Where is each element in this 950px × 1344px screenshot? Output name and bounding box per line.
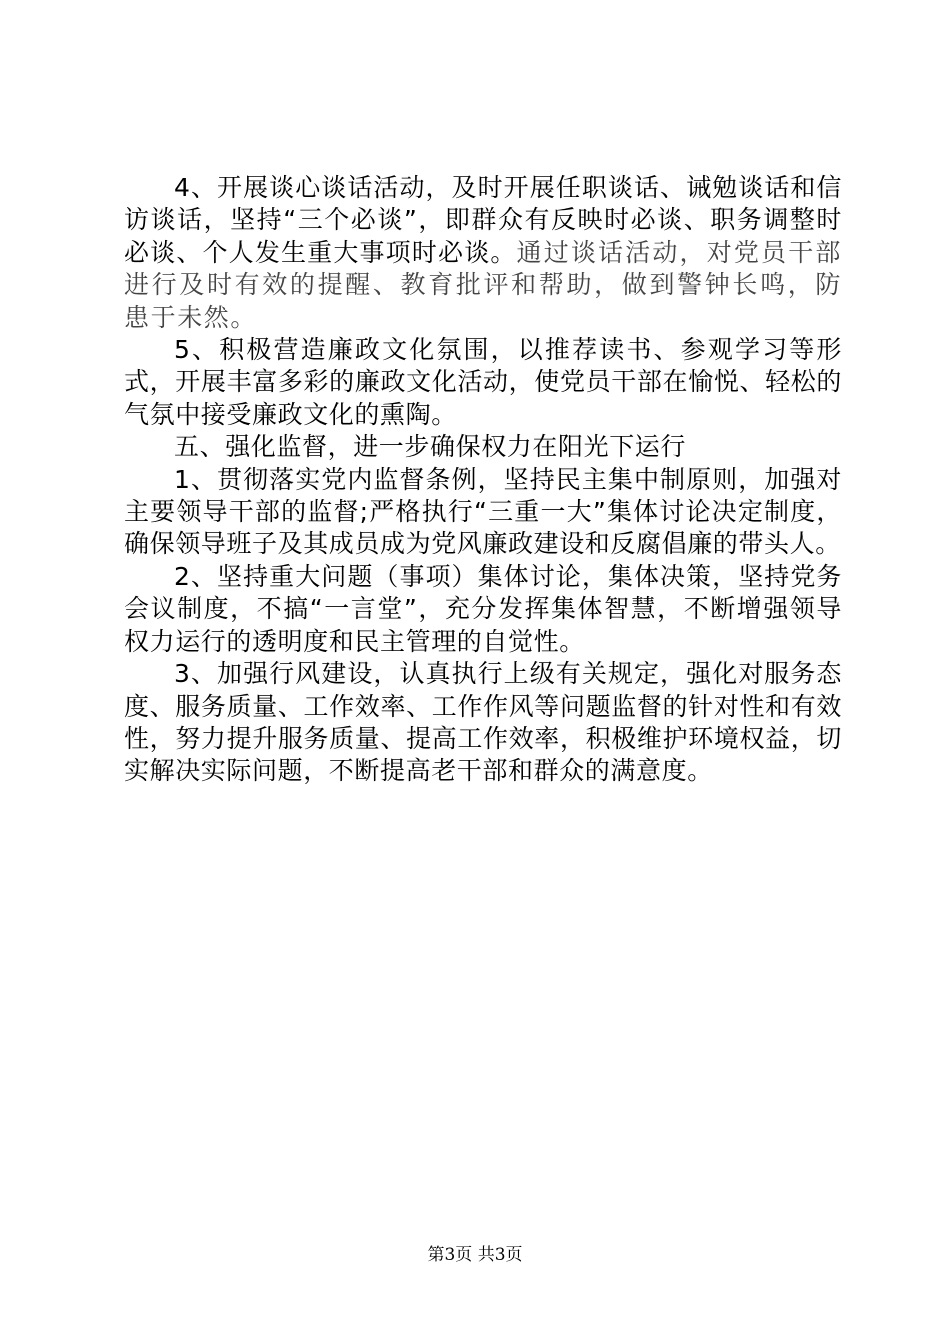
paragraph-talk-activities — [124, 172, 842, 334]
paragraph-text: 5、积极营造廉政文化氛围，以推荐读书、参观学习等形式，开展丰富多彩的廉政文化活动，使党员干部在愉悦、轻松的气氛中接受廉政文化的熏陶。 — [124, 335, 842, 429]
paragraph-text: 1、贯彻落实党内监督条例，坚持民主集中制原则，加强对主要领导干部的监督;严格执行“三重一大”集体讨论决定制度，确保领导班子及其成员成为党风廉政建设和反腐倡廉的带头人。 — [124, 464, 842, 559]
paragraph-light-text: 通过谈话活动，对党员干部进行及时有效的提醒、教育批评和帮助，做到警钟长鸣，防患于未然。 — [124, 237, 842, 332]
paragraph-text: 2、坚持重大问题（事项）集体讨论，集体决策，坚持党务会议制度，不搞“一言堂”，充分发挥集体智慧，不断增强领导权力运行的透明度和民主管理的自觉性。 — [124, 561, 842, 656]
paragraph-party-supervision — [124, 464, 842, 561]
paragraph-text: 4、开展谈心谈话活动，及时开展任职谈话、诫勉谈话和信访谈话，坚持“三个必谈”，即群众有反映时必谈、职务调整时必谈、个人发生重大事项时必谈。 — [124, 173, 842, 267]
section-heading-supervision — [124, 431, 842, 463]
paragraph-text: 3、加强行风建设，认真执行上级有关规定，强化对服务态度、服务质量、工作效率、工作作风等问题监督的针对性和有效性，努力提升服务质量、提高工作效率，积极维护环境权益，切实解决实际问题，不断提高老干部和群众的满意度。 — [124, 659, 842, 786]
paragraph-culture-atmosphere — [124, 334, 842, 431]
section-heading-text: 五、强化监督，进一步确保权力在阳光下运行 — [174, 432, 687, 462]
document-body — [124, 172, 842, 788]
page-number-footer: 第3页 共3页 — [427, 1245, 523, 1265]
paragraph-collective-decision — [124, 561, 842, 658]
paragraph-work-style — [124, 658, 842, 788]
